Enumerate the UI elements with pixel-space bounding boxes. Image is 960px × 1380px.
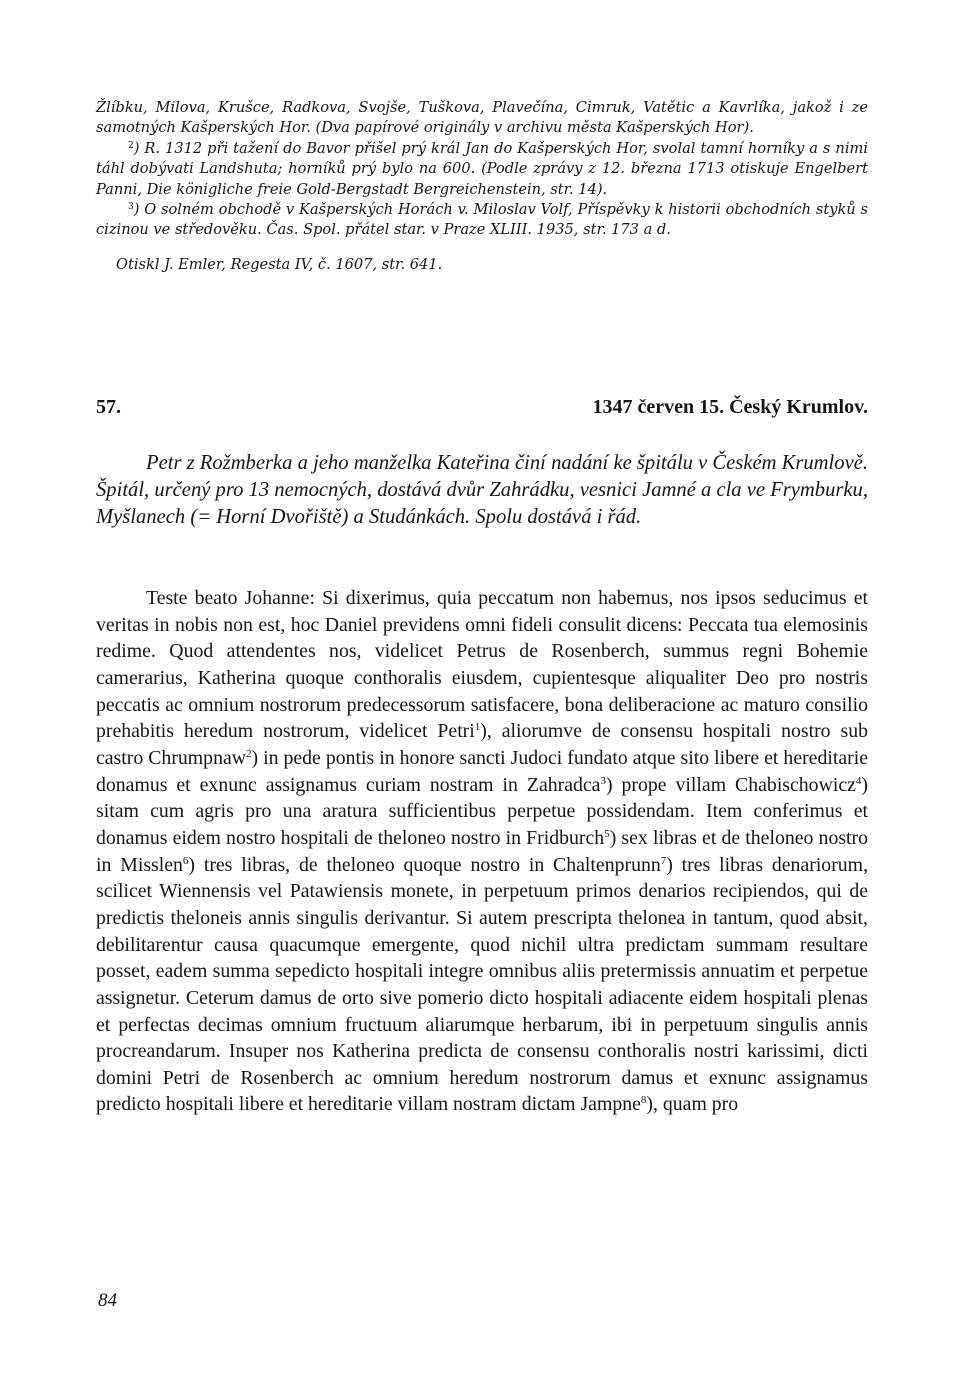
- document-heading: [96, 396, 868, 422]
- footnote-ref: 7: [660, 854, 667, 867]
- text-run: ) sitam cum agris pro una aratura sufficientibus perpetue possidendam. Item conferimus et donamus eidem nostro hospitali de theloneo nostro in Fridburch: [96, 773, 869, 849]
- charter-text: [96, 585, 868, 1118]
- footnote-2: $^2$) R. 1312 při tažení do Bavor přišel prý král Jan do Kašperských Hor, svolal tamní horníky a s nimi táhl dobývati Landshuta; horníků prý bylo na 600. (Podle zprávy z 12. března 1713 otiskuje Engelbert Panni, Die königliche freie Gold-Bergstadt Bergreichenstein, str. 14).: [96, 139, 868, 198]
- footnote-ref: 5: [604, 827, 610, 840]
- text-run: ) tres libras denariorum, scilicet Wiennensis vel Patawiensis monete, in perpetuum primos denarios recipiendos, qui de predictis theloneis annis singulis derivantur. Si autem prescripta thelonea in tantum, quod absit, debilitarentur causa quacumque emergente, quod nichil ultra predictam summam resultare posset, eadem summa sepedicto hospitali integre omnibus aliis pretermissis annuatim et perpetue assignetur. Ceterum damus de orto sive pomerio dicto hospitali adiacente eidem hospitali plenas et perfectas decimas omnium fructuum aliarumque herbarum, ibi in perpetuum singulis annis procreandarum. Insuper nos Katherina predicta de consensu conthoralis nostri karissimi, dicti domini Petri de Rosenberch ac omnium heredum nostrorum damus et exnunc assignamus predicto hospitali libere et hereditarie villam nostram dictam Jampne: [96, 853, 869, 1116]
- regest-summary: Petr z Rožmberka a jeho manželka Kateřina činí nadání ke špitálu v Českém Krumlově. Špitál, určený pro 13 nemocných, dostává dvůr Zahrádku, vesnici Jamné a cla ve Frymburku, Myšlanech (= Horní Dvořiště) a Studánkách. Spolu dostává i řád.: [96, 452, 868, 528]
- footnote-ref: 3: [600, 774, 606, 787]
- footnote-ref: 6: [182, 854, 189, 867]
- page-number: 84: [98, 1290, 117, 1311]
- footnote-mark: 3: [128, 202, 134, 213]
- text-run: ) sex libras et de theloneo nostro in Misslen: [96, 826, 869, 876]
- footnote-continuation: Žlíbku, Milova, Krušce, Radkova, Svojše, Tuškova, Plavečína, Cimruk, Vatětic a Kavrlíka, jakož i ze samotných Kašperských Hor. (Dva papírové originály v archivu města Kašperských Hor).: [96, 99, 868, 137]
- text-run: Teste beato Johanne: Si dixerimus, quia peccatum non habemus, nos ipsos seducimus et veritas in nobis non est, hoc Daniel previdens omni fideli consulit dicens: Peccata tua elemosinis redime. Quod attendentes nos, videlicet Petrus de Rosenberch, summus regni Bohemie camerarius, Katherina quoque conthoralis eiusdem, cupientesque aliqualiter Deo pro nostris peccatis ac omnium nostrorum predecessorum satisfacere, bona deliberacione ac maturo consilio prehabitis heredum nostrorum, videlicet Petri: [96, 587, 868, 743]
- document-date-place: 1347 červen 15. Český Krumlov.: [592, 396, 868, 418]
- footnote-mark: 2: [128, 140, 134, 151]
- footnote-ref: 2: [246, 747, 252, 760]
- footnote-ref: 8: [640, 1094, 647, 1107]
- text-run: ), quam pro: [646, 1093, 739, 1116]
- footnote-text: R. 1312 při tažení do Bavor přišel prý král Jan do Kašperských Hor, svolal tamní horníky a s nimi táhl dobývati Landshuta; horníků prý bylo na 600. (Podle zprávy z 12. března 1713 otiskuje Engelbert Panni, Die königliche freie Gold-Bergstadt Bergreichenstein, str. 14).: [96, 139, 868, 198]
- footnote-text: O solném obchodě v Kašperských Horách v. Miloslav Volf, Příspěvky k historii obchodních styků s cizinou ve středověku. Čas. Spol. přátel star. v Praze XLIII. 1935, str. 173 a d.: [96, 201, 868, 239]
- footnote-ref: 4: [855, 774, 862, 787]
- document-number: 57.: [96, 396, 121, 418]
- text-run: ), aliorumve de consensu hospitali nostro sub castro Chrumpnaw: [96, 720, 869, 769]
- text-run: ) tres libras, de theloneo quoque nostro in Chaltenprunn: [188, 853, 661, 876]
- edition-source: Otiskl J. Emler, Regesta IV, č. 1607, str. 641.: [116, 255, 443, 273]
- footnote-3: $^3$) O solném obchodě v Kašperských Horách v. Miloslav Volf, Příspěvky k historii obchodních styků s cizinou ve středověku. Čas. Spol. přátel star. v Praze XLIII. 1935, str. 173 a d.: [96, 201, 868, 239]
- text-run: ) in pede pontis in honore sancti Judoci fundato atque sito libere et hereditarie donamus et exnunc assignamus curiam nostram in Zahradca: [96, 746, 868, 796]
- footnote-ref: 1: [474, 721, 481, 734]
- footnotes-previous-document: [96, 98, 868, 275]
- text-run: ) prope villam Chabischowicz: [605, 773, 856, 796]
